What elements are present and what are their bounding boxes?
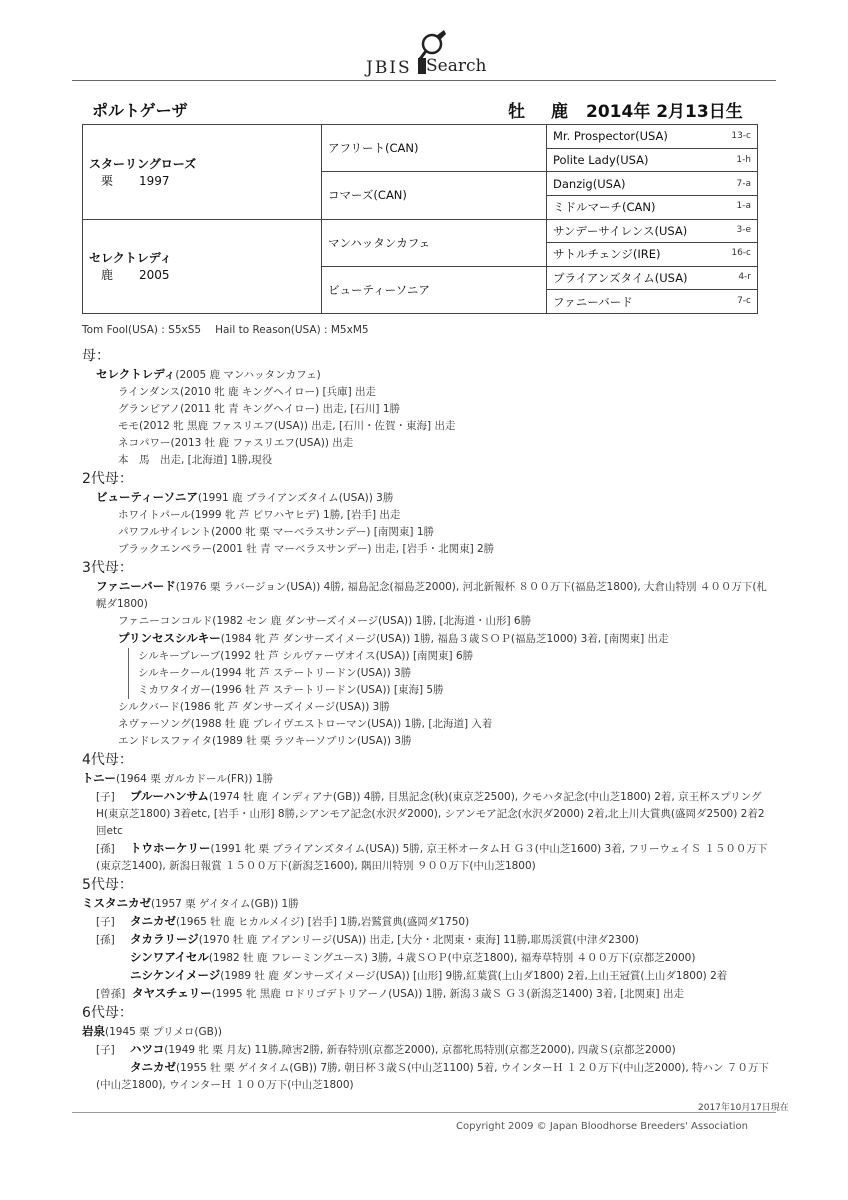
family-entry [82,630,772,648]
horse-entry-detail: モモ(2012 牝 黒鹿 ファスリエフ(USA)) 出走, [石川・佐賀・東海] 出走 [118,420,456,432]
pedigree-g3-2: Danzig(USA) 7-a [547,172,758,196]
inbreeding-item: Tom Fool(USA) : S5xS5 [82,324,202,336]
family-entry [82,699,772,716]
family-entry [82,985,772,1003]
horse-entry-detail: (1989 牡 鹿 ダンサーズイメージ(USA)) [山形] 9勝,紅葉賞(上山ダ1800) 2着,上山王冠賞(上山ダ1800) 2着 [220,970,728,982]
family-entry [82,1023,772,1041]
horse-entry-name: ブルーハンサム [130,789,209,803]
horse-entry-name: ビューティーソニア [96,490,198,504]
logo-search-text: Search [426,56,487,76]
horse-entry-detail: (1995 牝 黒鹿 ロドリゴデトリアーノ(USA)) 1勝, 新潟３歳Ｓ Ｇ３(新潟芝1400) 3着, [北関東] 出走 [211,988,684,1000]
inbreeding-item: Hail to Reason(USA) : M5xM5 [215,324,369,336]
relation-tag: [子] [96,791,115,803]
family-entry [82,716,772,733]
pedigree-dam [83,219,322,314]
pedigree-table [82,124,758,314]
family-entry [82,931,772,949]
horse-birth: 2014年 2月13日生 [586,102,743,122]
horse-entry-detail: ネヴァーソング(1988 牡 鹿 ブレイヴエストローマン(USA)) 1勝, [北海道] 入着 [118,718,493,730]
relation-tag: [子] [96,916,115,928]
horse-entry-detail: シルクバード(1986 牝 芦 ダンサーズイメージ(USA)) 3勝 [118,701,390,713]
dam-color: 鹿 [101,268,114,283]
generation-heading: 3代母： [82,560,133,576]
generation-heading: 5代母： [82,877,133,893]
pedigree-g2-0: アフリート(CAN) [322,125,547,172]
family-entry [82,418,772,435]
pedigree-g3-7: ファニーバード 7-c [547,290,758,314]
horse-entry-name: プリンセスシルキー [118,631,221,645]
jbis-search-logo [300,28,548,80]
family-entry [82,435,772,452]
horse-entry-detail: ミカワタイガー(1996 牡 芦 ステートリードン(USA)) [東海] 5勝 [138,684,444,696]
horse-entry-detail: (1974 牡 鹿 インディアナ(GB)) 4勝, 目黒記念(秋)(東京芝2500), クモハタ記念(中山芝1800) 2着, 京王杯スプリングH(東京芝1800) 3着etc, [岩手・山形] 8勝,シアンモア記念(水沢ダ2000), シアンモア記念(水沢ダ2000) 2着,北上川大賞典(盛岡ダ2500) 2着2回etc [96,791,765,837]
horse-entry-detail: (1991 鹿 ブライアンズタイム(USA)) 3勝 [197,492,394,504]
horse-entry-detail: ブラックエンペラー(2001 牡 青 マーベラスサンデー) 出走, [岩手・北関東] 2勝 [118,543,495,555]
header-divider [72,80,776,81]
branch-line [128,682,129,699]
family-entry [82,384,772,401]
family-record [82,346,772,1094]
pedigree-g3-4: サンデーサイレンス(USA) 3-e [547,219,758,243]
horse-entry-detail: エンドレスファイタ(1989 牡 栗 ラツキーソブリン(USA)) 3勝 [118,735,412,747]
family-entry [82,788,772,840]
generation-heading: 6代母： [82,1005,133,1021]
horse-entry-detail: (1970 牡 鹿 アイアンリージ(USA)) 出走, [大分・北関東・東海] 11勝,耶馬渓賞(中津ダ2300) [198,934,639,946]
horse-entry-name: シンワアイセル [130,950,209,964]
horse-entry-detail: (1982 牡 鹿 フレーミングユース) 3勝, ４歳ＳＯＰ(中京芝1800), 福寿草特別 ４００万下(京都芝2000) [208,952,696,964]
family-entry [82,541,772,558]
relation-tag: [子] [96,1044,115,1056]
horse-entry-detail: シルキークール(1994 牝 芦 ステートリードン(USA)) 3勝 [138,667,412,679]
horse-entry-detail: (1955 牡 栗 ゲイタイム(GB)) 7勝, 朝日杯３歳Ｓ(中山芝1100) 5着, ウインターＨ １２０万下(中山芝2000), 特ハン ７０万下(中山芝1800), ウインターＨ １００万下(中山芝1800) [96,1062,769,1091]
horse-entry-detail: (1984 牝 芦 ダンサーズイメージ(USA)) 1勝, 福島３歳ＳＯＰ(福島芝1000) 3着, [南関東] 出走 [220,633,669,645]
horse-entry-detail: ホワイトパール(1999 牝 芦 ビワハヤヒデ) 1勝, [岩手] 出走 [118,509,401,521]
pedigree-g3-1: Polite Lady(USA) 1-h [547,148,758,172]
family-entry [82,1041,772,1059]
generation-heading: 母： [82,348,110,364]
family-entry [82,613,772,630]
pedigree-g2-1: コマーズ(CAN) [322,172,547,219]
horse-entry-detail: グランピアノ(2011 牝 青 キングヘイロー) 出走, [石川] 1勝 [118,403,400,415]
horse-entry-detail: パワフルサイレント(2000 牝 栗 マーベラスサンデー) [南関東] 1勝 [118,526,435,538]
family-entry [82,507,772,524]
family-entry [82,366,772,384]
horse-entry-detail: ネコパワー(2013 牡 鹿 ファスリエフ(USA)) 出走 [118,437,354,449]
pedigree-g3-3: ミドルマーチ(CAN) 1-a [547,195,758,219]
pedigree-g2-2: マンハッタンカフェ [322,219,547,266]
family-entry [82,665,772,682]
horse-entry-name: タニカゼ [130,914,176,928]
horse-entry-name: ミスタニカゼ [82,896,151,910]
horse-sex: 牡 [508,102,525,122]
sire-year: 1997 [139,173,170,188]
dam-name: セレクトレディ [89,251,172,266]
magnifier-icon [300,28,548,80]
horse-entry-detail: (1949 牝 栗 月友) 11勝,障害2勝, 新春特別(京都芝2000), 京都牝馬特別(京都芝2000), 四歳Ｓ(京都芝2000) [164,1044,676,1056]
horse-entry-detail: ファニーコンコルド(1982 セン 鹿 ダンサーズイメージ(USA)) 1勝, [北海道・山形] 6勝 [118,615,532,627]
horse-entry-detail: (1964 栗 ガルカドール(FR)) 1勝 [116,773,273,785]
horse-entry-detail: ラインダンス(2010 牝 鹿 キングヘイロー) [兵庫] 出走 [118,386,377,398]
horse-entry-name: トニー [82,771,117,785]
horse-entry-detail: (1957 栗 ゲイタイム(GB)) 1勝 [151,898,299,910]
branch-line [128,665,129,682]
horse-entry-name: ニシケンイメージ [130,968,221,982]
dam-year: 2005 [139,268,170,283]
sire-color: 栗 [101,173,114,188]
family-entry [82,578,772,613]
inbreeding-line [82,324,383,336]
family-entry [82,949,772,967]
pedigree-sire [83,125,322,220]
relation-tag: [孫] [96,934,115,946]
horse-entry-name: ファニーバード [96,579,176,593]
sire-name: スターリングローズ [89,156,197,171]
horse-entry-name: ハツコ [130,1042,165,1056]
family-entry [82,452,772,469]
horse-entry-name: トウホーケリー [130,841,211,855]
family-entry [82,682,772,699]
family-entry [82,401,772,418]
logo-jbis-text: JBIS [366,58,412,78]
horse-entry-detail: 本 馬 出走, [北海道] 1勝,現役 [118,454,273,466]
family-entry [82,913,772,931]
horse-name: ポルトゲーザ [92,101,188,120]
horse-entry-detail: (1945 栗 プリメロ(GB)) [105,1026,222,1038]
horse-color: 鹿 [551,102,568,122]
family-entry [82,489,772,507]
family-entry [82,733,772,750]
relation-tag: [孫] [96,843,115,855]
family-entry [82,524,772,541]
copyright: Copyright 2009 © Japan Bloodhorse Breeders' Association [456,1121,748,1132]
family-entry [82,648,772,665]
horse-entry-detail: (1976 栗 ラバージョン(USA)) 4勝, 福島記念(福島芝2000), 河北新報杯 ８００万下(福島芝1800), 大倉山特別 ４００万下(札幌ダ1800) [96,581,767,610]
horse-entry-name: 岩泉 [82,1024,105,1038]
horse-meta [508,97,743,122]
horse-entry-name: タカラリージ [130,932,199,946]
horse-entry-name: タニカゼ [130,1060,176,1074]
pedigree-g3-5: サトルチェンジ(IRE) 16-c [547,243,758,267]
pedigree-g2-3: ビューティーソニア [322,266,547,313]
horse-entry-detail: (1991 牝 栗 ブライアンズタイム(USA)) 5勝, 京王杯オータムＨ Ｇ３(中山芝1600) 3着, フリーウェイＳ １５００万下(東京芝1400), 新潟日報賞 １５００万下(新潟芝1600), 隅田川特別 ９００万下(中山芝1800) [96,843,768,872]
horse-entry-name: セレクトレディ [96,367,176,381]
pedigree-g3-6: ブライアンズタイム(USA) 4-r [547,266,758,290]
generation-heading: 4代母： [82,752,133,768]
horse-entry-name: タヤスチェリー [132,986,212,1000]
pedigree-g3-0: Mr. Prospector(USA) 13-c [547,125,758,149]
horse-entry-detail: (1965 牡 鹿 ヒカルメイジ) [岩手] 1勝,岩鷲賞典(盛岡ダ1750) [176,916,470,928]
branch-line [128,648,129,665]
family-entry [82,840,772,875]
horse-entry-detail: (2005 鹿 マンハッタンカフェ) [175,369,321,381]
family-entry [82,895,772,913]
as-of-date: 2017年10月17日現在 [698,1103,789,1113]
family-entry [82,770,772,788]
family-entry [82,967,772,985]
generation-heading: 2代母： [82,471,133,487]
horse-entry-detail: シルキーブレーブ(1992 牡 芦 シルヴァーヴオイス(USA)) [南関東] 6勝 [138,650,474,662]
family-entry [82,1059,772,1094]
footer-divider [72,1112,776,1113]
relation-tag: [曾孫] [96,988,126,1000]
